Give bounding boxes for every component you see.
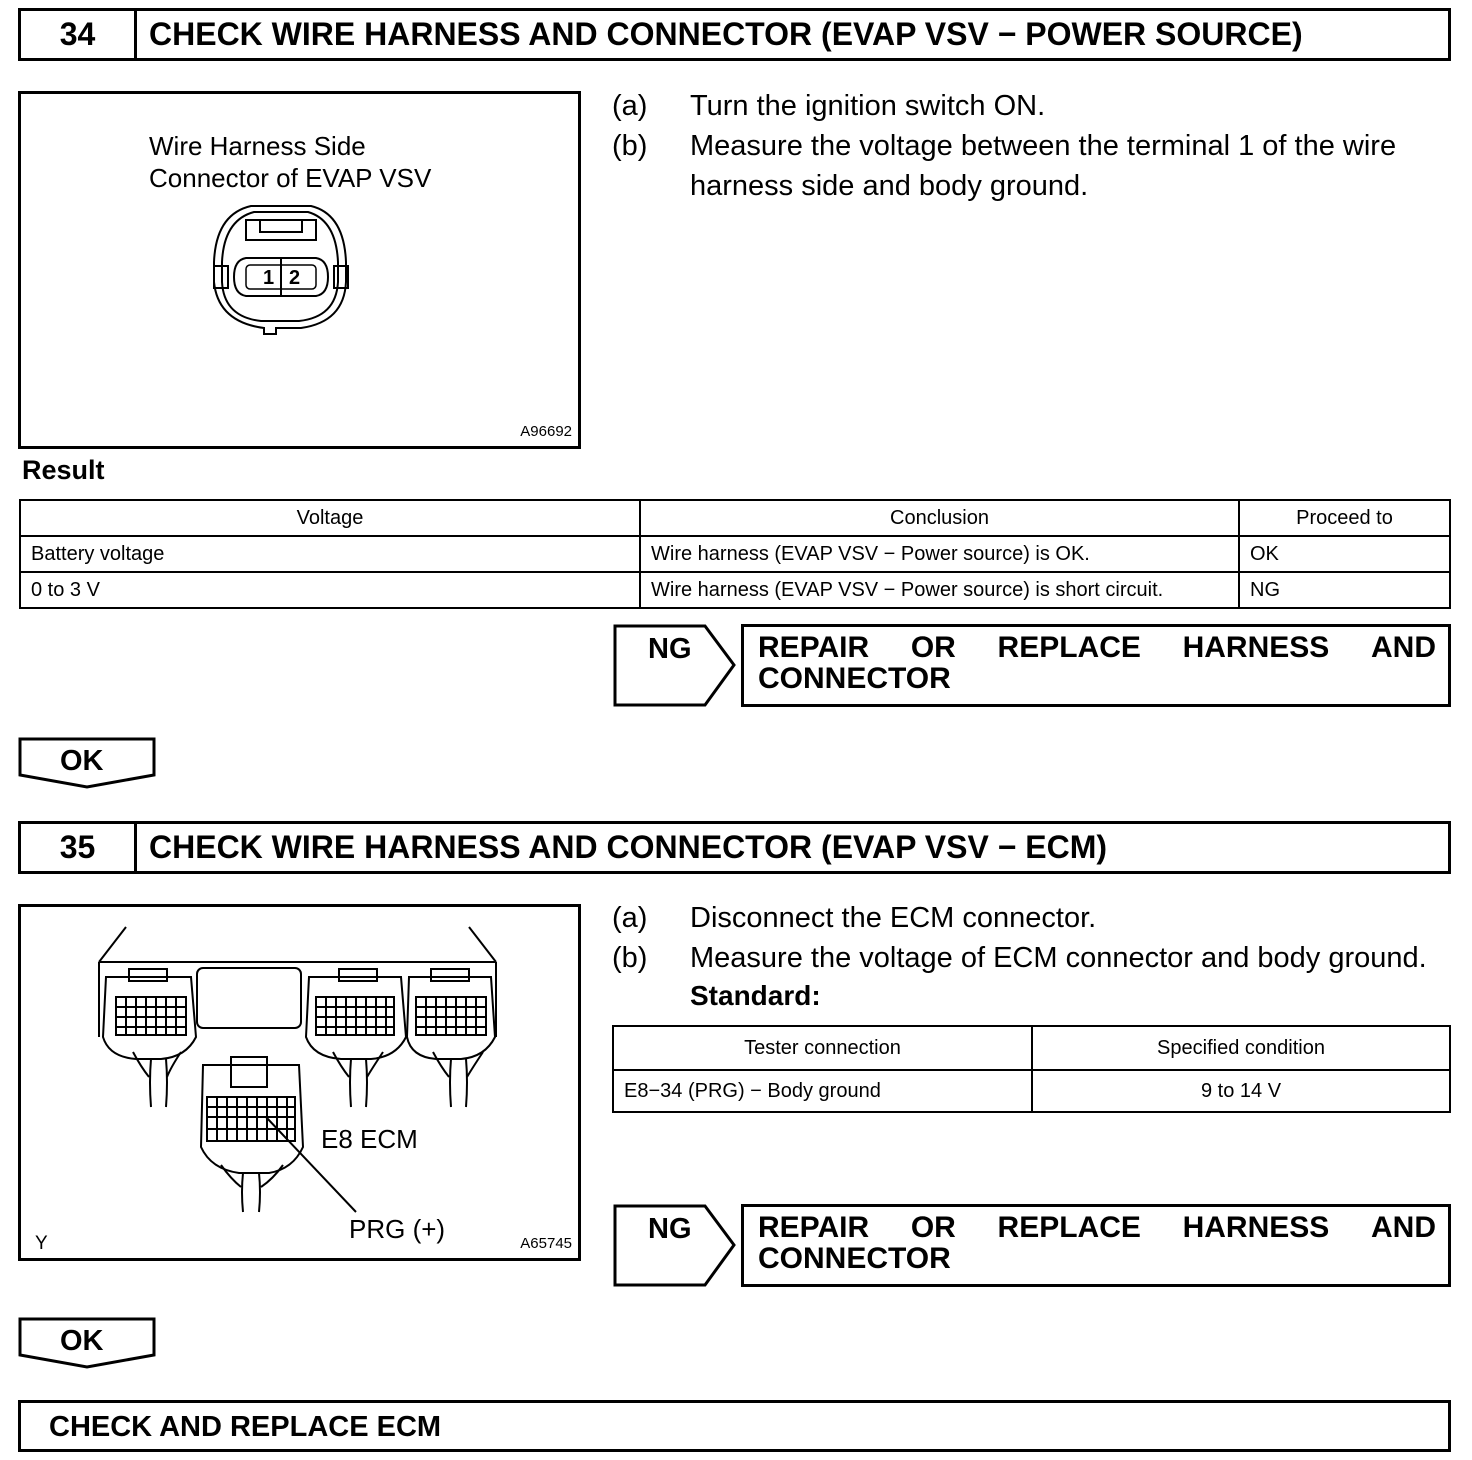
column-header: Specified condition: [1032, 1026, 1450, 1070]
spec-table: [612, 1025, 1451, 1113]
ng-arrow: [613, 1204, 738, 1287]
instruction-label: (b): [612, 942, 648, 974]
ng-action-line2: CONNECTOR: [758, 1242, 951, 1275]
ng-action-line1: [758, 1212, 1436, 1243]
ng-action-word: HARNESS: [1182, 1211, 1330, 1244]
ng-action-word: REPLACE: [997, 1211, 1141, 1244]
ok-label: OK: [60, 1325, 104, 1357]
ng-action-box: [741, 1204, 1451, 1287]
instruction-text: Measure the voltage of ECM connector and body ground.: [690, 942, 1427, 974]
step-title: CHECK WIRE HARNESS AND CONNECTOR (EVAP VSV − POWER SOURCE): [149, 16, 1303, 52]
step-number: 34: [21, 11, 137, 58]
standard-label: Standard:: [690, 980, 821, 1011]
step-title: CHECK WIRE HARNESS AND CONNECTOR (EVAP VSV − ECM): [149, 829, 1108, 865]
figure-id: A65745: [520, 1235, 572, 1252]
result-table: [19, 499, 1451, 609]
pin-2-label: 2: [289, 267, 301, 289]
table-row: [613, 1070, 1450, 1112]
table-row: [20, 536, 1450, 572]
instruction-a: [612, 86, 1452, 126]
ecm-label: E8 ECM: [321, 1124, 418, 1154]
result-label: Result: [22, 455, 105, 485]
table-cell: E8−34 (PRG) − Body ground: [613, 1070, 1032, 1112]
figure-caption-line1: Wire Harness Side: [149, 131, 366, 161]
ok-arrow: [18, 737, 158, 790]
final-action-box: [18, 1400, 1451, 1452]
table-cell: Wire harness (EVAP VSV − Power source) is OK.: [640, 536, 1239, 572]
ecm-figure: [18, 904, 581, 1261]
table-cell: 0 to 3 V: [20, 572, 640, 608]
table-header-row: [613, 1026, 1450, 1070]
instruction-b: [612, 938, 1462, 978]
ng-action-word: AND: [1371, 1211, 1436, 1244]
prg-label: PRG (+): [349, 1214, 446, 1244]
step-34-header: [18, 8, 1451, 61]
ng-arrow: [613, 624, 738, 707]
ng-action-word: REPAIR: [758, 631, 870, 664]
instruction-label: (a): [612, 902, 648, 934]
ng-action-box: [741, 624, 1451, 707]
instruction-label: (b): [612, 130, 648, 162]
table-header-row: [20, 500, 1450, 536]
table-cell: Battery voltage: [20, 536, 640, 572]
ng-label: NG: [648, 633, 692, 665]
instruction-text: Disconnect the ECM connector.: [690, 902, 1097, 934]
instruction-a: [612, 898, 1452, 938]
instruction-text: Turn the ignition switch ON.: [690, 90, 1046, 122]
step-number: 35: [21, 824, 137, 871]
ng-action-word: OR: [910, 631, 956, 664]
final-action-title: CHECK AND REPLACE ECM: [49, 1411, 442, 1443]
instruction-text-line2: harness side and body ground.: [690, 170, 1089, 202]
instruction-label: (a): [612, 90, 648, 122]
connector-drawing: [206, 202, 356, 337]
ok-label: OK: [60, 745, 104, 777]
table-row: [20, 572, 1450, 608]
instruction-text-line1: Measure the voltage between the terminal 1 of the wire: [690, 130, 1397, 162]
table-cell: OK: [1239, 536, 1450, 572]
column-header: Voltage: [20, 500, 640, 536]
table-cell: Wire harness (EVAP VSV − Power source) is short circuit.: [640, 572, 1239, 608]
column-header: Conclusion: [640, 500, 1239, 536]
column-header: Proceed to: [1239, 500, 1450, 536]
ng-action-word: HARNESS: [1182, 631, 1330, 664]
pin-1-label: 1: [263, 267, 275, 289]
ok-arrow: [18, 1317, 158, 1370]
figure-caption-line2: Connector of EVAP VSV: [149, 163, 432, 193]
table-cell: NG: [1239, 572, 1450, 608]
table-cell: 9 to 14 V: [1032, 1070, 1450, 1112]
ng-label: NG: [648, 1213, 692, 1245]
column-header: Tester connection: [613, 1026, 1032, 1070]
ng-action-line1: [758, 632, 1436, 663]
ng-action-line2: CONNECTOR: [758, 662, 951, 695]
instruction-b: [612, 126, 1452, 206]
step-35-header: [18, 821, 1451, 874]
ng-action-word: REPAIR: [758, 1211, 870, 1244]
corner-label: Y: [35, 1233, 48, 1254]
figure-id: A96692: [520, 423, 572, 440]
ecm-drawing: [21, 907, 578, 1258]
ng-action-word: OR: [910, 1211, 956, 1244]
ng-action-word: REPLACE: [997, 631, 1141, 664]
ng-action-word: AND: [1371, 631, 1436, 664]
connector-figure: [18, 91, 581, 449]
